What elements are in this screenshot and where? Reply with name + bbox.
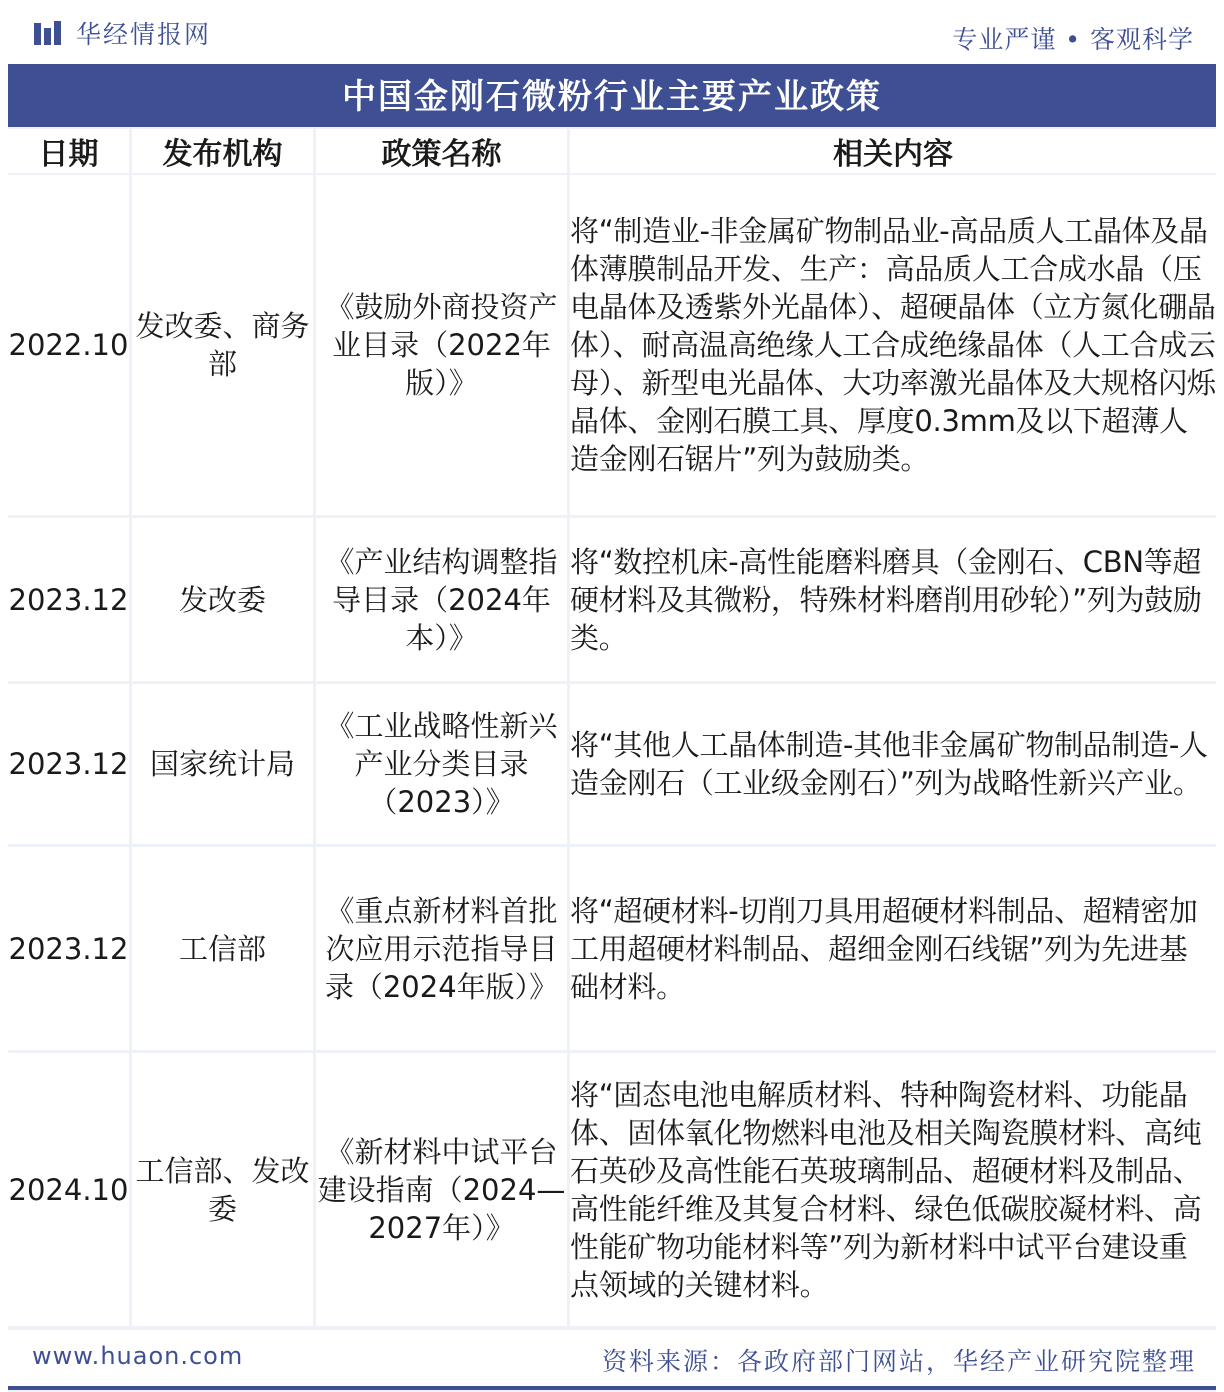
source-note: 资料来源：各政府部门网站，华经产业研究院整理 [601, 1347, 1196, 1376]
content-cell: 将“数控机床-高性能磨料磨具（金刚石、CBN等超硬材料及其微粉，特殊材料磨削用砂轮）”列为鼓励类。 [570, 518, 1216, 684]
page-frame [8, 0, 1216, 1392]
column-header-date: 日期 [8, 129, 132, 175]
table-row [8, 847, 1216, 1053]
date-cell: 2023.12 [8, 518, 132, 684]
column-header-policy: 政策名称 [316, 129, 570, 175]
top-bar [8, 0, 1216, 67]
table-row [8, 1053, 1216, 1329]
bar-chart-logo-icon [32, 19, 66, 47]
content-cell: 将“制造业-非金属矿物制品业-高品质人工晶体及晶体薄膜制品开发、生产：高品质人工合成水晶（压电晶体及透紫外光晶体）、超硬晶体（立方氮化硼晶体）、耐高温高绝缘人工合成绝缘晶体（人工合成云母）、新型电光晶体、大功率激光晶体及大规格闪烁晶体、金刚石膜工具、厚度0.3mm及以下超薄人造金刚石锯片”列为鼓励类。 [570, 175, 1216, 518]
date-cell: 2022.10 [8, 175, 132, 518]
brand-name: 华经情报网 [76, 20, 212, 49]
content-cell: 将“超硬材料-切削刀具用超硬材料制品、超精密加工用超硬材料制品、超细金刚石线锯”列为先进基础材料。 [570, 847, 1216, 1053]
content-cell: 将“固态电池电解质材料、特种陶瓷材料、功能晶体、固体氧化物燃料电池及相关陶瓷膜材料、高纯石英砂及高性能石英玻璃制品、超硬材料及制品、高性能纤维及其复合材料、绿色低碳胶凝材料、高性能矿物功能材料等”列为新材料中试平台建设重点领域的关键材料。 [570, 1053, 1216, 1329]
table-row [8, 684, 1216, 847]
website-link[interactable]: www.huaon.com [32, 1342, 244, 1370]
policy-table [8, 129, 1216, 1329]
policy-name-cell: 《鼓励外商投资产业目录（2022年版）》 [316, 175, 570, 518]
policy-name-cell: 《重点新材料首批次应用示范指导目录（2024年版）》 [316, 847, 570, 1053]
table-row [8, 518, 1216, 684]
brand[interactable] [32, 18, 211, 48]
table-header-row [8, 129, 1216, 175]
bottom-divider [8, 1386, 1216, 1390]
slogan: 专业严谨 • 客观科学 [952, 25, 1194, 54]
date-cell: 2023.12 [8, 847, 132, 1053]
policy-name-cell: 《新材料中试平台建设指南（2024—2027年）》 [316, 1053, 570, 1329]
org-cell: 发改委、商务部 [132, 175, 316, 518]
date-cell: 2023.12 [8, 684, 132, 847]
table-row [8, 175, 1216, 518]
org-cell: 国家统计局 [132, 684, 316, 847]
org-cell: 发改委 [132, 518, 316, 684]
footer [8, 1330, 1216, 1386]
policy-name-cell: 《工业战略性新兴产业分类目录（2023）》 [316, 684, 570, 847]
content-cell: 将“其他人工晶体制造-其他非金属矿物制品制造-人造金刚石（工业级金刚石）”列为战略性新兴产业。 [570, 684, 1216, 847]
column-header-org: 发布机构 [132, 129, 316, 175]
table-title: 中国金刚石微粉行业主要产业政策 [8, 67, 1216, 127]
date-cell: 2024.10 [8, 1053, 132, 1329]
org-cell: 工信部、发改委 [132, 1053, 316, 1329]
policy-name-cell: 《产业结构调整指导目录（2024年本）》 [316, 518, 570, 684]
org-cell: 工信部 [132, 847, 316, 1053]
column-header-content: 相关内容 [570, 129, 1216, 175]
